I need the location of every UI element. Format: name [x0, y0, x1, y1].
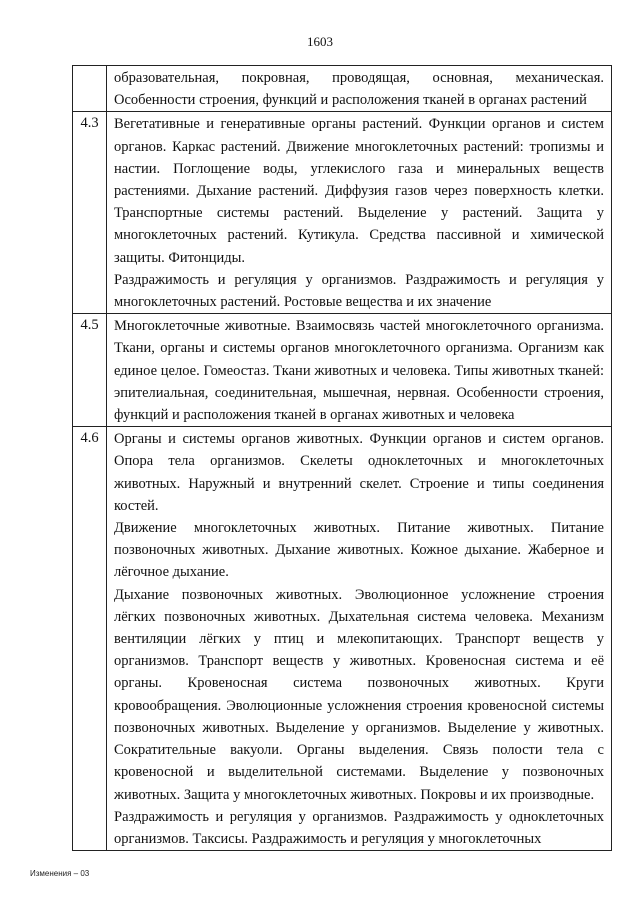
table-row: [73, 427, 612, 851]
section-number: 4.6: [73, 427, 107, 851]
paragraph: Движение многоклеточных животных. Питание животных. Питание позвоночных животных. Дыхание животных. Кожное дыхание. Жаберное и лёгочное дыхание.: [114, 520, 604, 581]
section-number: 4.3: [73, 112, 107, 314]
table-row: [73, 66, 612, 112]
paragraph: Раздражимость и регуляция у организмов. Раздражимость у одноклеточных организмов. Таксисы. Раздражимость и регуляция у многоклеточных: [114, 808, 604, 847]
page-number: 1603: [307, 34, 333, 49]
paragraph: Многоклеточные животные. Взаимосвязь частей многоклеточного организма. Ткани, органы и системы органов многоклеточного организма. Организм как единое целое. Гомеостаз. Ткани животных и человека. Типы животных тканей: эпителиальная, соединительная, мышечная, нервная. Особенности строения, функций и расположения тканей в органах животных и человека: [114, 318, 604, 424]
section-number: 4.5: [73, 314, 107, 427]
section-content: [107, 314, 612, 427]
table-row: [73, 112, 612, 314]
paragraph: Органы и системы органов животных. Функции органов и систем органов. Опора тела организмов. Скелеты одноклеточных и многоклеточных животных. Наружный и внутренний скелет. Строение и типы соединения костей.: [114, 431, 604, 514]
paragraph: образовательная, покровная, проводящая, основная, механическая. Особенности строения, функций и расположения тканей в органах растений: [114, 70, 604, 109]
table-row: [73, 314, 612, 427]
section-content: [107, 427, 612, 851]
curriculum-table: [72, 65, 612, 851]
paragraph: Дыхание позвоночных животных. Эволюционное усложнение строения лёгких позвоночных животных. Дыхательная система человека. Механизм вентиляции лёгких у птиц и млекопитающих. Транспорт веществ у организмов. Транспорт веществ у животных. Кровеносная система и её органы. Кровеносная система позвоночных животных. Круги кровообращения. Эволюционные усложнения строения кровеносной системы позвоночных животных. Выделение у организмов. Выделение у животных. Сократительные вакуоли. Органы выделения. Связь полости тела с кровеносной и выделительной системами. Выделение у позвоночных животных. Защита у многоклеточных животных. Покровы и их производные.: [114, 586, 604, 803]
paragraph: Вегетативные и генеративные органы растений. Функции органов и систем органов. Каркас растений. Движение многоклеточных растений: тропизмы и настии. Поглощение воды, углекислого газа и минеральных веществ растениями. Дыхание растений. Диффузия газов через поверхность клетки. Транспортные системы растений. Выделение у растений. Защита у многоклеточных растений. Кутикула. Средства пассивной и химической защиты. Фитонциды.: [114, 116, 604, 266]
paragraph: Раздражимость и регуляция у организмов. Раздражимость и регуляция у многоклеточных растений. Ростовые вещества и их значение: [114, 271, 604, 311]
footer-revision: Изменения – 03: [30, 869, 90, 878]
section-content: [107, 112, 612, 314]
section-number: [73, 66, 107, 112]
section-content: [107, 66, 612, 112]
